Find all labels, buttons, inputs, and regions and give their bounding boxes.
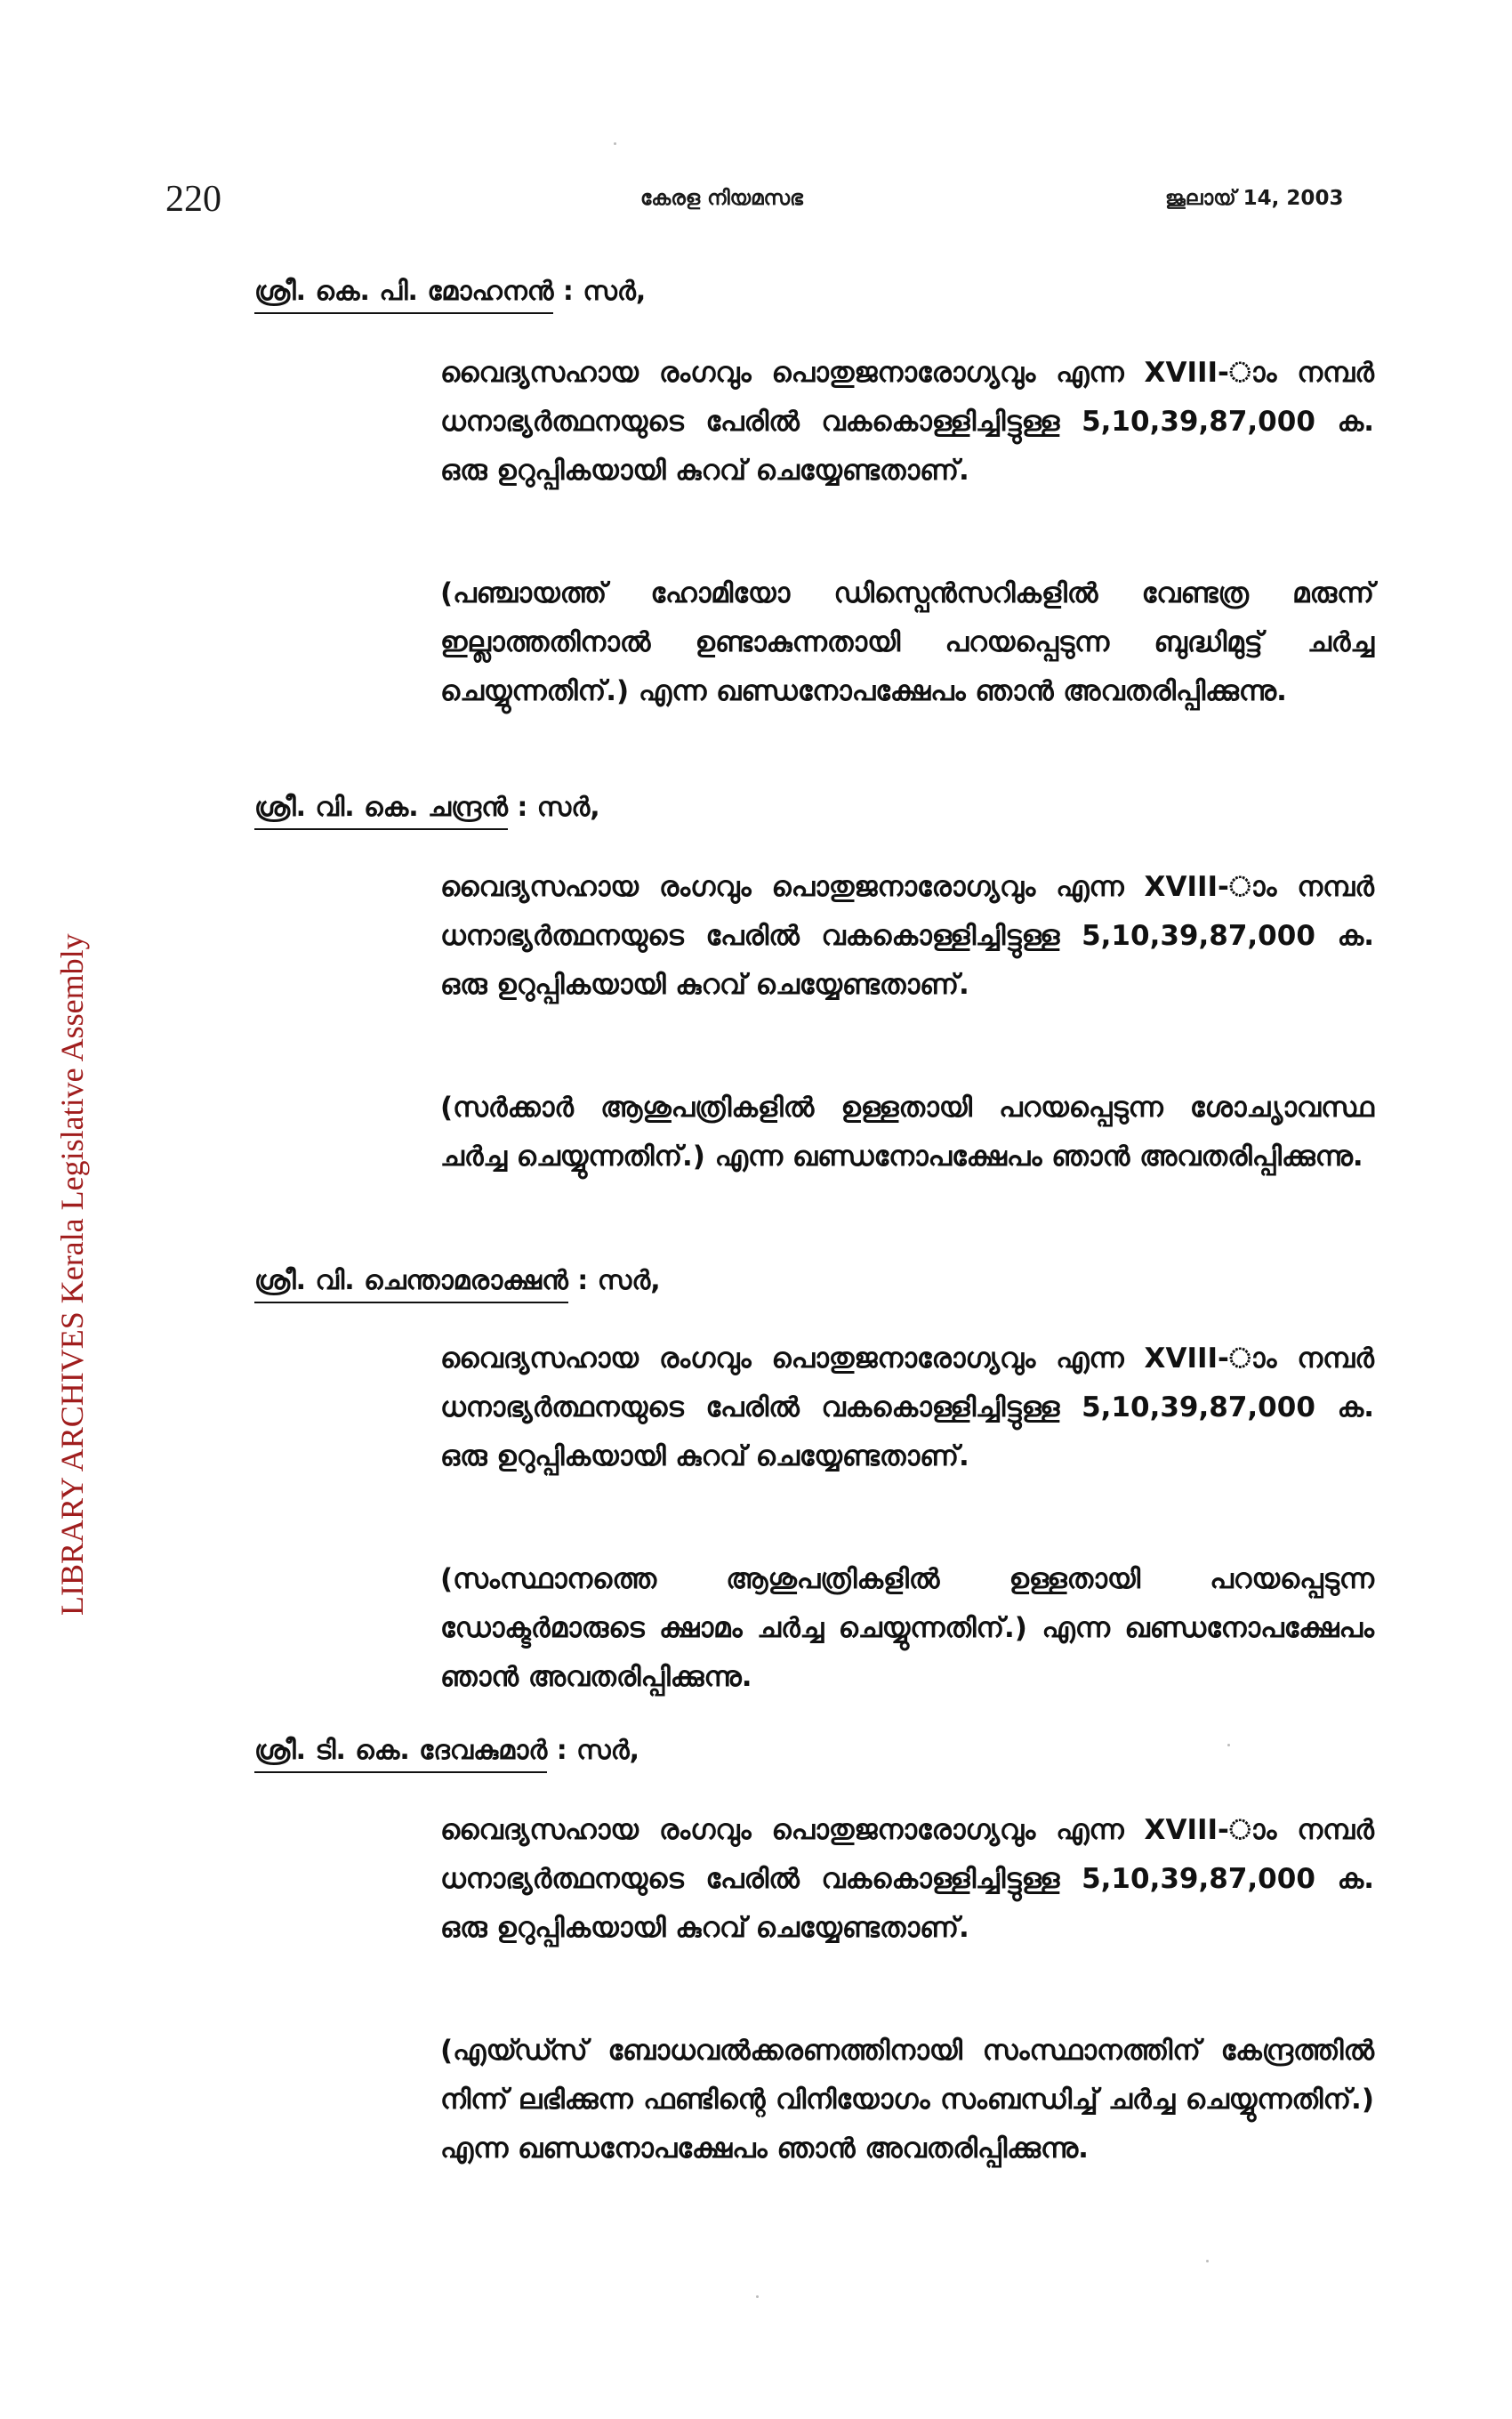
- speaker-name: ശ്രീ. കെ. പി. മോഹനൻ: [254, 276, 553, 314]
- motion-paragraph-1: വൈദ്യസഹായ രംഗവും പൊതുജനാരോഗ്യവും എന്ന XVIII-ാം നമ്പർ ധനാഭ്യർത്ഥനയുടെ പേരിൽ വകകൊള്ളിച്ചിട്ടുള്ള 5,10,39,87,000 ക. ഒരു ഉറുപ്പികയായി കുറവ് ചെയ്യേണ്ടതാണ്.: [440, 357, 1374, 487]
- speaker-name: ശ്രീ. ടി. കെ. ദേവകുമാർ: [254, 1735, 547, 1773]
- scan-speck: [1227, 1744, 1230, 1746]
- speaker-line-3: [254, 1265, 661, 1303]
- running-title: കേരള നിയമസഭ: [640, 187, 803, 210]
- reason-paragraph-2: (സർക്കാർ ആശുപത്രികളിൽ ഉള്ളതായി പറയപ്പെടുന്ന ശോചൃാവസ്ഥ ചർച്ച ചെയ്യുന്നതിന്.) എന്ന ഖണ്ഡനോപക്ഷേപം ഞാൻ അവതരിപ്പിക്കുന്നു.: [440, 1092, 1374, 1173]
- reason-paragraph-3: (സംസ്ഥാനത്തെ ആശുപത്രികളിൽ ഉള്ളതായി പറയപ്പെടുന്ന ഡോക്ടർമാരുടെ ക്ഷാമം ചർച്ച ചെയ്യുന്നതിന്.) എന്ന ഖണ്ഡനോപക്ഷേപം ഞാൻ അവതരിപ്പിക്കുന്നു.: [440, 1563, 1374, 1693]
- page-number: 220: [165, 179, 221, 220]
- motion-paragraph-3: വൈദ്യസഹായ രംഗവും പൊതുജനാരോഗ്യവും എന്ന XVIII-ാം നമ്പർ ധനാഭ്യർത്ഥനയുടെ പേരിൽ വകകൊള്ളിച്ചിട്ടുള്ള 5,10,39,87,000 ക. ഒരു ഉറുപ്പികയായി കുറവ് ചെയ്യേണ്ടതാണ്.: [440, 1343, 1374, 1472]
- reason-paragraph-4: (എയ്ഡ്സ് ബോധവൽക്കരണത്തിനായി സംസ്ഥാനത്തിന് കേന്ദ്രത്തിൽ നിന്ന് ലഭിക്കുന്ന ഫണ്ടിന്റെ വിനിയോഗം സംബന്ധിച്ച് ചർച്ച ചെയ്യുന്നതിന്.) എന്ന ഖണ്ഡനോപക്ഷേപം ഞാൻ അവതരിപ്പിക്കുന്നു.: [440, 2035, 1374, 2165]
- speaker-line-4: [254, 1735, 639, 1773]
- library-archives-stamp: LIBRARY ARCHIVES Kerala Legislative Assembly: [54, 933, 90, 1616]
- speaker-suffix: : സർ,: [553, 276, 647, 307]
- speaker-suffix: : സർ,: [547, 1735, 640, 1766]
- scan-speck: [756, 2295, 759, 2298]
- speaker-line-1: [254, 276, 646, 314]
- scan-speck: [1206, 2260, 1209, 2262]
- speaker-suffix: : സർ,: [507, 792, 600, 823]
- speaker-line-2: [254, 792, 600, 830]
- scan-speck: [614, 142, 616, 145]
- motion-paragraph-4: വൈദ്യസഹായ രംഗവും പൊതുജനാരോഗ്യവും എന്ന XVIII-ാം നമ്പർ ധനാഭ്യർത്ഥനയുടെ പേരിൽ വകകൊള്ളിച്ചിട്ടുള്ള 5,10,39,87,000 ക. ഒരു ഉറുപ്പികയായി കുറവ് ചെയ്യേണ്ടതാണ്.: [440, 1814, 1374, 1944]
- speaker-suffix: : സർ,: [567, 1265, 661, 1296]
- reason-paragraph-1: (പഞ്ചായത്ത് ഹോമിയോ ഡിസ്പെൻസറികളിൽ വേണ്ടത്ര മരുന്ന് ഇല്ലാത്തതിനാൽ ഉണ്ടാകുന്നതായി പറയപ്പെടുന്ന ബുദ്ധിമുട്ട് ചർച്ച ചെയ്യുന്നതിന്.) എന്ന ഖണ്ഡനോപക്ഷേപം ഞാൻ അവതരിപ്പിക്കുന്നു.: [440, 577, 1374, 707]
- speaker-name: ശ്രീ. വി. കെ. ചന്ദ്രൻ: [254, 792, 508, 830]
- running-date: ജൂലായ് 14, 2003: [1165, 187, 1344, 210]
- speaker-name: ശ്രീ. വി. ചെന്താമരാക്ഷൻ: [254, 1265, 568, 1303]
- motion-paragraph-2: വൈദ്യസഹായ രംഗവും പൊതുജനാരോഗ്യവും എന്ന XVIII-ാം നമ്പർ ധനാഭ്യർത്ഥനയുടെ പേരിൽ വകകൊള്ളിച്ചിട്ടുള്ള 5,10,39,87,000 ക. ഒരു ഉറുപ്പികയായി കുറവ് ചെയ്യേണ്ടതാണ്.: [440, 871, 1374, 1001]
